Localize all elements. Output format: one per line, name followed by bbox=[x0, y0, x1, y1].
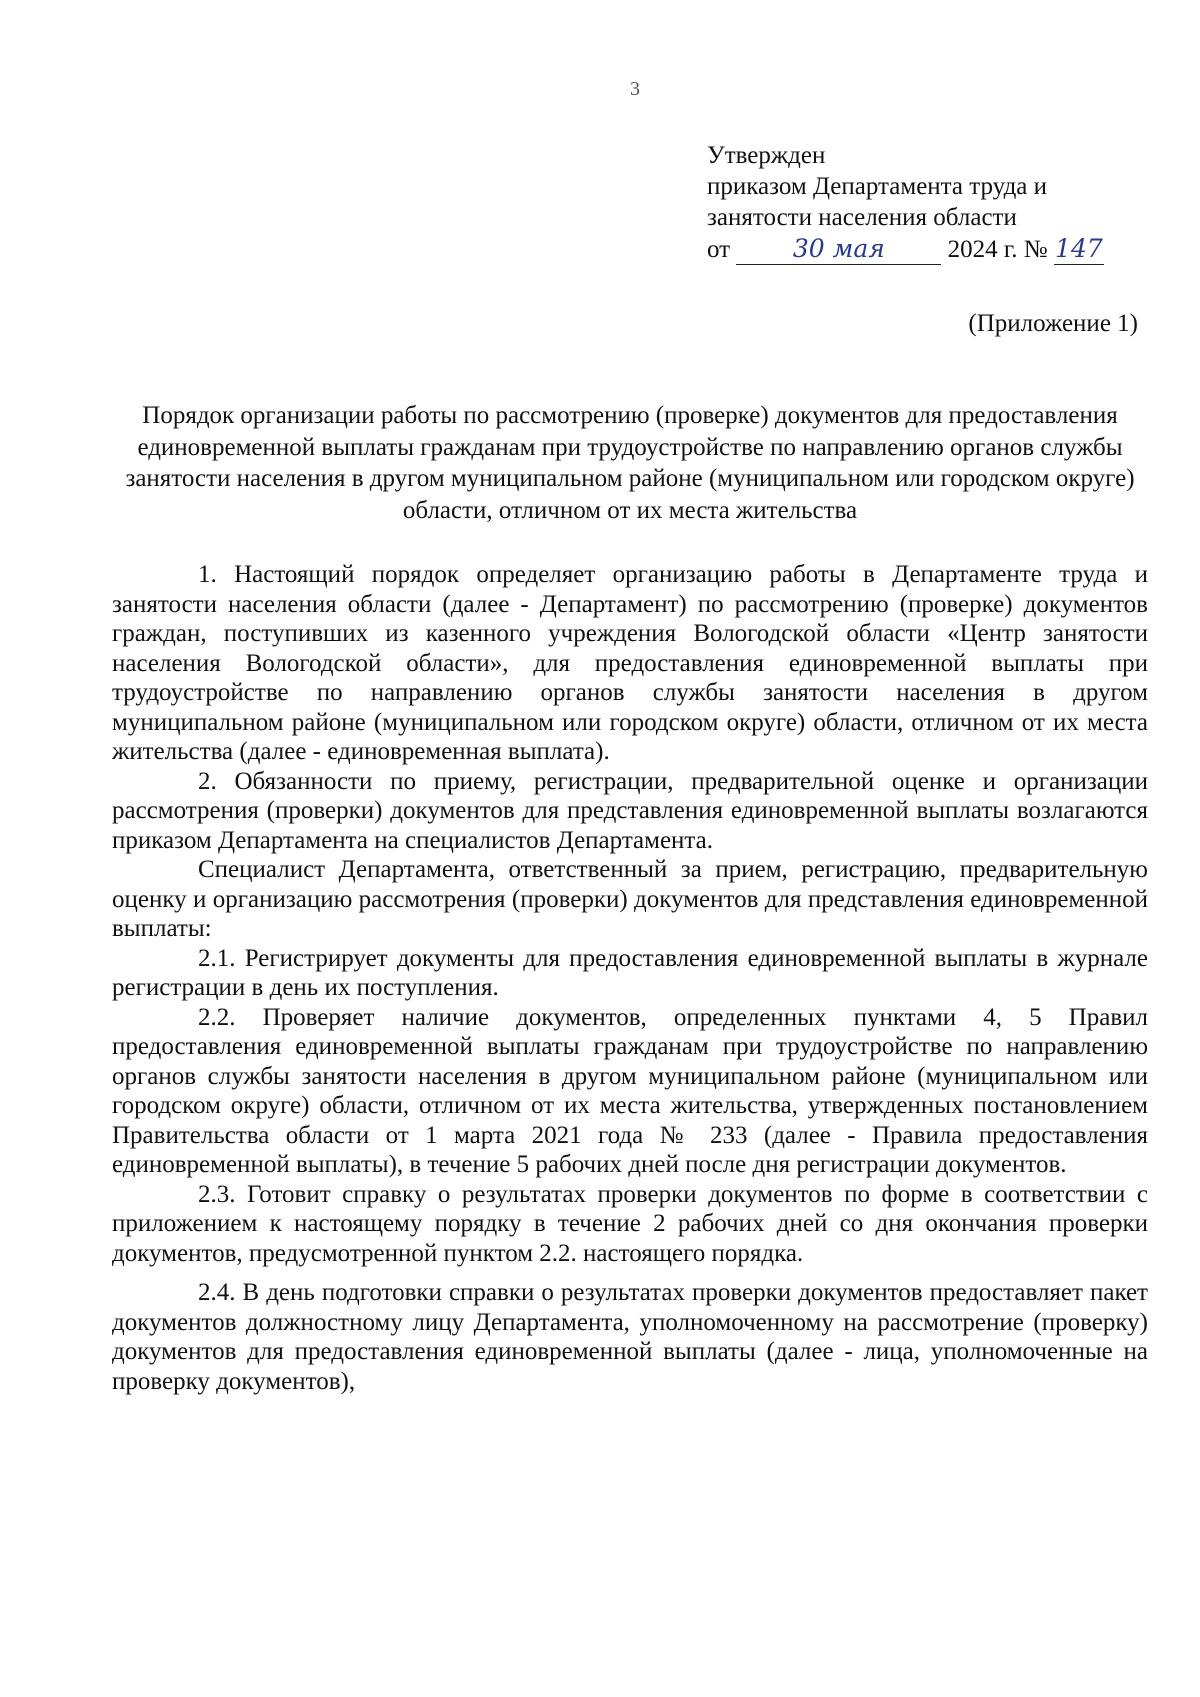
paragraph-2-2: 2.2. Проверяет наличие документов, определенных пунктами 4, 5 Правил предоставления единовременной выплаты гражданам при трудоустройстве по направлению органов службы занятости населения в другом муниципальном районе (муниципальном или городском округе) области, отличном от их места жительства, утвержденных постановлением Правительства области от 1 марта 2021 года № 233 (далее - Правила предоставления единовременной выплаты), в течение 5 рабочих дней после дня регистрации документов. bbox=[112, 1003, 1148, 1178]
handwritten-date: 30 мая bbox=[736, 233, 941, 265]
appendix-label: (Приложение 1) bbox=[968, 310, 1138, 337]
approval-block bbox=[707, 140, 1104, 265]
approval-line-3: занятости населения области bbox=[707, 204, 1017, 231]
handwritten-order-number: 147 bbox=[1055, 234, 1103, 263]
year-text: 2024 г. № bbox=[947, 236, 1048, 263]
paragraph-2-3: 2.3. Готовит справку о результатах проверки документов по форме в соответствии с приложением к настоящему порядку в течение 2 рабочих дней со дня окончания проверки документов, предусмотренной пунктом 2.2. настоящего порядка. bbox=[112, 1180, 1148, 1267]
document-body bbox=[112, 560, 1148, 1396]
page-number: 3 bbox=[630, 78, 640, 100]
paragraph-1: 1. Настоящий порядок определяет организацию работы в Департаменте труда и занятости населения области (далее - Департамент) по рассмотрению (проверке) документов граждан, поступивших из казенного учреждения Вологодской области «Центр занятости населения Вологодской области», для предоставления единовременной выплаты при трудоустройстве по направлению органов службы занятости населения в другом муниципальном районе (муниципальном или городском округе) области, отличном от их места жительства (далее - единовременная выплата). bbox=[112, 561, 1148, 765]
date-prefix: от bbox=[707, 236, 731, 263]
approval-date-line bbox=[707, 233, 1104, 265]
paragraph-specialist: Специалист Департамента, ответственный за прием, регистрацию, предварительную оценку и организацию рассмотрения (проверки) документов для представления единовременной выплаты: bbox=[112, 856, 1148, 942]
approval-line-2: приказом Департамента труда и bbox=[707, 173, 1048, 200]
paragraph-2: 2. Обязанности по приему, регистрации, предварительной оценке и организации рассмотрения (проверки) документов для представления единовременной выплаты возлагаются приказом Департамента на специалистов Департамента. bbox=[112, 767, 1148, 854]
paragraph-2-1: 2.1. Регистрирует документы для предоставления единовременной выплаты в журнале регистрации в день их поступления. bbox=[112, 944, 1148, 1001]
paragraph-2-4: 2.4. В день подготовки справки о результатах проверки документов предоставляет пакет документов должностному лицу Департамента, уполномоченному на рассмотрение (проверку) документов для предоставления единовременной выплаты (далее - лица, уполномоченные на проверку документов), bbox=[112, 1279, 1148, 1395]
approval-line-1: Утвержден bbox=[707, 142, 826, 169]
document-title: Порядок организации работы по рассмотрению (проверке) документов для предоставления единовременной выплаты гражданам при трудоустройстве по направлению органов службы занятости населения в другом муниципальном районе (муниципальном или городском округе) области, отличном от их места жительства bbox=[125, 402, 1135, 524]
